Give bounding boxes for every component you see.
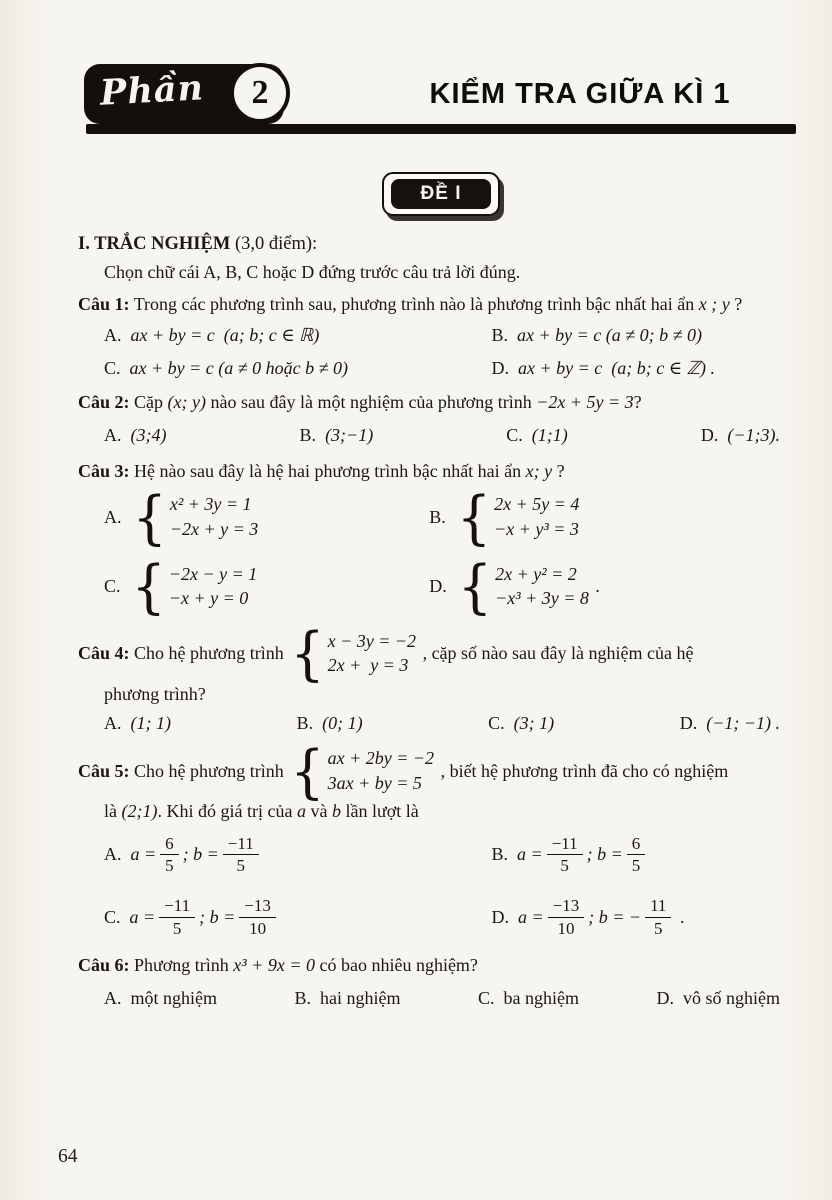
q5-option-a — [104, 834, 492, 876]
question-2-options — [78, 425, 796, 446]
option-math: ax + by = c (a; b; c ∈ ℤ) . — [518, 357, 715, 378]
option-letter: A. — [104, 712, 122, 733]
part-label: Phần — [98, 67, 205, 114]
q6-option-c — [478, 988, 579, 1009]
question-3-label: Câu 3: — [78, 460, 130, 481]
option-math: (3;4) — [130, 424, 167, 445]
question-5-line2 — [78, 801, 796, 822]
option-letter: C. — [488, 712, 505, 733]
fraction-numerator: −13 — [239, 896, 276, 918]
section-points: (3,0 điểm): — [230, 234, 318, 254]
fraction — [160, 834, 179, 876]
q1-option-d — [492, 358, 796, 379]
equation-system — [290, 737, 435, 806]
fraction-denominator: 5 — [165, 856, 174, 876]
option-math: (3;−1) — [325, 424, 374, 445]
system-line-2: −x + y = 0 — [168, 588, 249, 609]
chapter-header — [84, 62, 796, 134]
option-letter: A. — [104, 424, 122, 445]
b-equals: ; b = − — [588, 906, 642, 927]
fraction-numerator: −11 — [223, 834, 259, 856]
option-letter: D. — [429, 576, 447, 597]
fraction-denominator: 10 — [557, 918, 575, 938]
q4-option-c — [488, 713, 554, 734]
option-tail: . — [590, 576, 600, 597]
question-1-math: x ; y — [698, 294, 730, 314]
brace-glyph: { — [456, 483, 492, 552]
q5-line2-pre: là — [104, 800, 122, 821]
q5-line2-tail: lần lượt là — [340, 800, 419, 821]
fraction-denominator: 5 — [631, 856, 641, 876]
question-2-tail: ? — [633, 391, 642, 412]
option-letter: A. — [104, 844, 122, 865]
option-letter: D. — [491, 357, 510, 378]
q6-option-d — [657, 988, 781, 1009]
brace-glyph: { — [290, 619, 325, 688]
system-line-1: x − 3y = −2 — [327, 630, 417, 651]
equation-system — [457, 552, 589, 621]
fraction-numerator: −11 — [547, 834, 583, 856]
option-letter: B. — [299, 424, 317, 445]
option-math: ax + by = c (a ≠ 0; b ≠ 0) — [517, 324, 703, 345]
option-letter: C. — [104, 906, 121, 927]
b-equals: ; b = — [586, 844, 623, 865]
q5-var-a: a — [296, 800, 306, 821]
option-math: (0; 1) — [322, 712, 363, 733]
question-3-tail: ? — [552, 460, 565, 481]
system-line-2: −x + y³ = 3 — [494, 518, 579, 539]
option-math: (3; 1) — [513, 712, 555, 733]
q5-var-b: b — [331, 800, 341, 821]
q5-option-b — [492, 834, 796, 876]
q3-option-b — [429, 483, 796, 552]
question-2-text-mid: nào sau đây là một nghiệm của phương trình — [205, 391, 537, 412]
a-equals: a = — [517, 844, 543, 865]
q4-option-d — [680, 713, 780, 734]
equation-system — [131, 552, 258, 621]
option-letter: B. — [296, 712, 314, 733]
option-letter: A. — [104, 987, 122, 1008]
fraction-numerator: 6 — [627, 834, 646, 856]
option-letter: B. — [429, 506, 446, 527]
system-line-2: 3ax + by = 5 — [327, 772, 422, 793]
fraction-numerator: 11 — [645, 896, 671, 918]
question-5-text: Cho hệ phương trình — [129, 760, 289, 781]
fraction — [627, 834, 646, 876]
part-badge — [84, 64, 284, 124]
question-6-math: x³ + 9x = 0 — [233, 955, 315, 976]
fraction-denominator: 5 — [560, 856, 569, 876]
fraction — [645, 896, 671, 938]
fraction-denominator: 5 — [654, 918, 663, 938]
q5-option-d — [492, 896, 796, 938]
question-2-math1: (x; y) — [167, 391, 206, 412]
a-equals: a = — [130, 844, 157, 865]
question-3-math: x; y — [525, 460, 553, 481]
option-letter: D. — [679, 712, 698, 733]
q1-option-c — [104, 358, 492, 379]
option-letter: B. — [491, 324, 509, 345]
option-math: (1; 1) — [130, 712, 171, 733]
test-badge-label: ĐỀ I — [391, 179, 491, 209]
q4-option-a — [104, 713, 171, 734]
section-instruction: Chọn chữ cái A, B, C hoặc D đứng trước câu trả lời đúng. — [104, 262, 521, 282]
brace-glyph: { — [457, 552, 493, 621]
system-line-2: −x³ + 3y = 8 — [495, 588, 589, 609]
section-heading-row — [78, 234, 796, 255]
brace-glyph: { — [290, 737, 325, 806]
system-line-1: ax + 2by = −2 — [327, 748, 435, 769]
question-3-options — [78, 483, 796, 621]
fraction-denominator: 5 — [172, 918, 182, 938]
q5-option-c — [104, 896, 492, 938]
question-4-text: Cho hệ phương trình — [129, 643, 289, 664]
option-math: ax + by = c (a ≠ 0 hoặc b ≠ 0) — [129, 357, 349, 378]
question-6-label: Câu 6: — [78, 955, 130, 976]
question-6-options — [78, 988, 796, 1009]
question-5 — [78, 737, 796, 806]
option-letter: C. — [506, 424, 523, 445]
section-heading: I. TRẮC NGHIỆM — [78, 234, 231, 254]
question-6-text: Phương trình — [129, 955, 234, 976]
equation-system — [132, 483, 259, 552]
fraction — [159, 896, 195, 938]
fraction-denominator: 5 — [236, 856, 246, 876]
q5-line2-and: và — [305, 800, 332, 821]
fraction — [548, 896, 585, 938]
option-math: (−1; −1) . — [706, 712, 780, 733]
question-1-options — [78, 325, 796, 379]
equation-system — [290, 619, 417, 688]
q2-option-b — [300, 425, 374, 446]
option-letter: B. — [294, 987, 312, 1008]
header-rule — [86, 124, 796, 134]
option-text: ba nghiệm — [503, 987, 579, 1008]
chapter-title: KIỂM TRA GIỮA KÌ 1 — [429, 78, 731, 110]
option-text: vô số nghiệm — [683, 987, 780, 1008]
question-1-tail: ? — [729, 294, 743, 314]
question-2-label: Câu 2: — [78, 391, 130, 412]
brace-glyph: { — [132, 483, 167, 552]
q5-line2-pair: (2;1) — [121, 800, 158, 821]
option-math: (−1;3). — [727, 424, 780, 445]
page-number: 64 — [58, 1146, 78, 1167]
q1-option-a — [104, 325, 492, 346]
q4-option-b — [297, 713, 363, 734]
question-1 — [78, 291, 796, 319]
fraction-numerator: −11 — [159, 896, 195, 918]
b-equals: ; b = — [199, 906, 236, 927]
q3-option-d — [429, 552, 796, 621]
option-letter: C. — [104, 576, 121, 597]
q2-option-a — [104, 425, 166, 446]
q2-option-d — [701, 425, 780, 446]
b-equals: ; b = — [182, 844, 219, 865]
option-letter: C. — [478, 987, 495, 1008]
option-letter: D. — [700, 424, 719, 445]
question-5-label: Câu 5: — [78, 760, 130, 781]
question-4-label: Câu 4: — [78, 643, 130, 664]
fraction-denominator: 10 — [249, 918, 267, 938]
question-1-label: Câu 1: — [78, 294, 130, 314]
q6-option-a — [104, 988, 217, 1009]
question-6-text-post: có bao nhiêu nghiệm? — [314, 955, 478, 976]
option-text: một nghiệm — [130, 987, 217, 1008]
system-line-2: 2x + y = 3 — [327, 655, 409, 676]
question-4 — [78, 619, 796, 688]
question-2-math2: −2x + 5y = 3 — [536, 391, 634, 412]
content — [78, 234, 796, 1021]
system-line-1: 2x + y² = 2 — [495, 563, 577, 584]
system-line-1: 2x + 5y = 4 — [494, 494, 580, 515]
fraction — [547, 834, 583, 876]
question-4-text-post: , cặp số nào sau đây là nghiệm của hệ — [418, 643, 694, 664]
question-4-options — [78, 713, 796, 734]
option-math: (1;1) — [531, 424, 568, 445]
option-tail: . — [675, 906, 685, 927]
option-letter: C. — [104, 357, 121, 378]
question-2-text: Cặp — [129, 391, 168, 412]
fraction-numerator: −13 — [548, 896, 585, 918]
option-letter: A. — [104, 324, 122, 345]
question-5-text-post: , biết hệ phương trình đã cho có nghiệm — [436, 760, 729, 781]
q6-option-b — [295, 988, 401, 1009]
option-text: hai nghiệm — [320, 987, 401, 1008]
equation-system — [456, 483, 580, 552]
q3-option-a — [104, 483, 429, 552]
fraction — [239, 896, 276, 938]
system-line-1: −2x − y = 1 — [168, 563, 258, 584]
a-equals: a = — [518, 906, 544, 927]
q2-option-c — [506, 425, 568, 446]
option-math: ax + by = c (a; b; c ∈ ℝ) — [130, 324, 320, 345]
system-line-1: x² + 3y = 1 — [169, 494, 252, 515]
system-line-2: −2x + y = 3 — [169, 518, 259, 539]
a-equals: a = — [129, 906, 156, 927]
option-letter: A. — [104, 506, 122, 527]
option-letter: D. — [656, 987, 674, 1008]
brace-glyph: { — [131, 552, 166, 621]
question-6 — [78, 952, 796, 980]
test-badge — [382, 172, 500, 216]
option-letter: B. — [491, 844, 509, 865]
part-number-circle — [230, 63, 290, 123]
question-4-line2: phương trình? — [104, 683, 206, 704]
fraction-numerator: 6 — [160, 834, 179, 856]
q1-option-b — [492, 325, 796, 346]
question-2 — [78, 389, 796, 417]
question-5-options — [78, 834, 796, 938]
q3-option-c — [104, 552, 429, 621]
option-letter: D. — [491, 906, 510, 927]
question-3 — [78, 458, 796, 486]
question-1-text: Trong các phương trình sau, phương trình nào là phương trình bậc nhất hai ẩn — [129, 294, 699, 314]
question-3-text: Hệ nào sau đây là hệ hai phương trình bậc nhất hai ẩn — [129, 460, 526, 481]
q5-line2-mid: . Khi đó giá trị của — [157, 800, 297, 821]
part-number: 2 — [251, 74, 269, 111]
fraction — [223, 834, 259, 876]
